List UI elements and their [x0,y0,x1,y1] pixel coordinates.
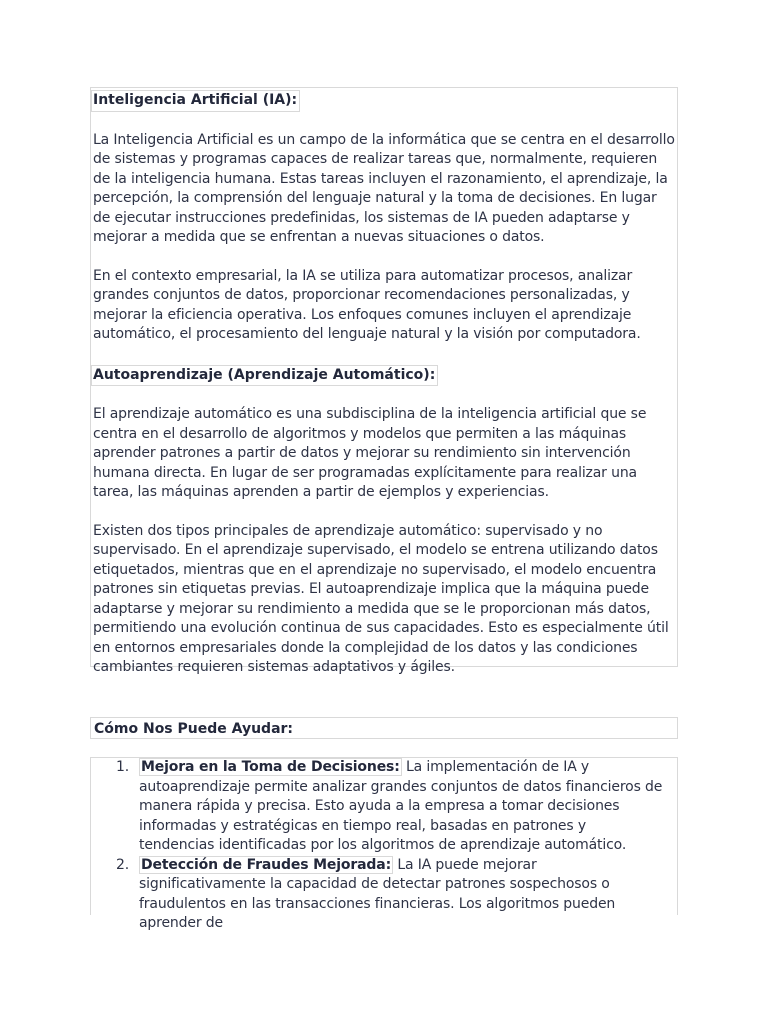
intro-text-box [90,87,678,675]
ia-paragraph-2: En el contexto empresarial, la IA se utiliza para automatizar procesos, analizar grandes conjuntos de datos, proporcionar recomendaciones personalizadas, y mejorar la eficiencia operativa. Los enfoques comunes incluyen el aprendizaje automático, el procesamiento del lenguaje natural y la visión por computadora. [93,267,641,342]
ia-heading-wrap [93,89,677,112]
ml-paragraph-1: El aprendizaje automático es una subdisciplina de la inteligencia artificial que se centra en el desarrollo de algoritmos y modelos que permiten a las máquinas aprender patrones a partir de datos y mejorar su rendimiento sin intervención humana directa. En lugar de ser programadas explícitamente para realizar una tarea, las máquinas aprenden a partir de ejemplos y experiencias. [93,406,647,500]
ml-paragraph-2: Existen dos tipos principales de aprendizaje automático: supervisado y no supervisado. En el aprendizaje supervisado, el modelo se entrena utilizando datos etiquetados, mientras que en el aprendizaje no supervisado, el modelo encuentra patrones sin etiquetas previas. El autoaprendizaje implica que la máquina puede adaptarse y mejorar su rendimiento a medida que se le proporcionan más datos, permitiendo una evolución continua de sus capacidades. Esto es especialmente útil en entornos empresariales donde la complejidad de los datos y las condiciones cambiantes requieren sistemas adaptativos y ágiles. [93,522,669,675]
help-heading-box [90,717,678,739]
list-item-text: La IA puede mejorar significativamente la capacidad de detectar patrones sospechosos o fraudulentos en las transacciones financieras. Los algoritmos pueden aprender de [139,856,616,931]
help-list-box [90,757,678,931]
ia-paragraph-1: La Inteligencia Artificial es un campo de la informática que se centra en el desarrollo de sistemas y programas capaces de realizar tareas que, normalmente, requieren de la inteligencia humana. Estas tareas incluyen el razonamiento, el aprendizaje, la percepción, la comprensión del lenguaje natural y la toma de decisiones. En lugar de ejecutar instrucciones predefinidas, los sistemas de IA pueden adaptarse y mejorar a medida que se enfrentan a nuevas situaciones o datos. [93,131,675,245]
list-item-term: Mejora en la Toma de Decisiones: [141,759,400,775]
list-item [91,758,677,856]
ml-heading-wrap [93,364,677,387]
ml-heading: Autoaprendizaje (Aprendizaje Automático): [91,365,438,387]
list-item-term: Detección de Fraudes Mejorada: [141,856,392,873]
help-heading: Cómo Nos Puede Ayudar: [94,721,294,737]
benefits-list [91,758,677,934]
list-item-number: 2. [116,856,130,873]
list-item [91,856,677,934]
list-item-number: 1. [116,759,130,775]
ia-heading: Inteligencia Artificial (IA): [91,90,300,112]
list-item-text: La implementación de IA y autoaprendizaje permite analizar grandes conjuntos de datos financieros de manera rápida y precisa. Esto ayuda a la empresa a tomar decisiones informadas y estratégicas en tiempo real, basadas en patrones y tendencias identificadas por los algoritmos de aprendizaje automático. [139,759,663,853]
